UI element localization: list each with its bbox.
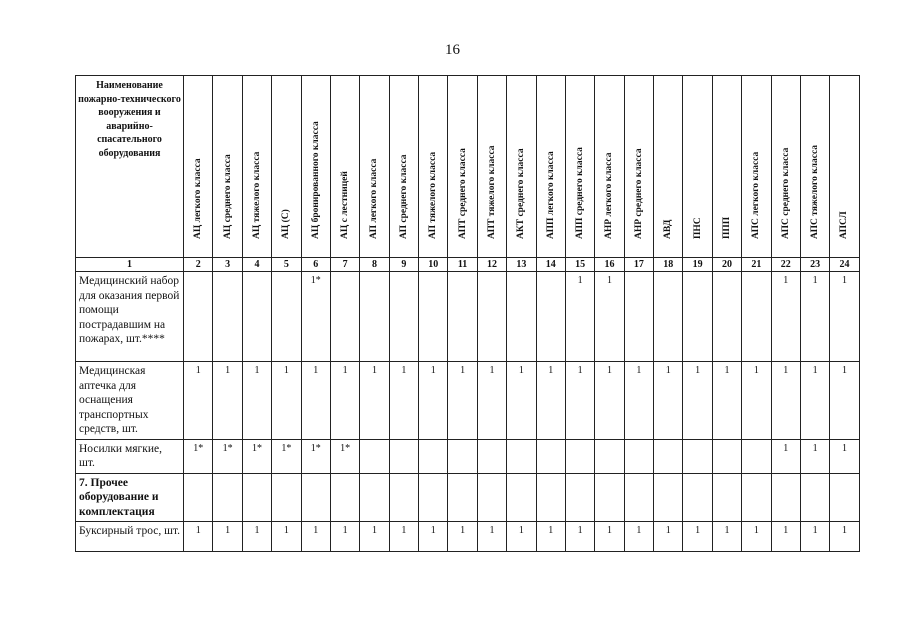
section-row [76, 473, 860, 522]
table-cell: 1 [712, 522, 741, 552]
table-cell [800, 473, 829, 522]
column-header-label: АПП среднего класса [575, 147, 586, 239]
equipment-table [75, 75, 860, 552]
table-cell [330, 473, 359, 522]
column-header-label: ППП [721, 216, 732, 239]
row-name: Буксирный трос, шт. [76, 522, 184, 552]
column-header [595, 76, 624, 258]
table-cell: 1 [272, 522, 301, 552]
table-cell: 1 [683, 522, 712, 552]
table-cell [419, 473, 448, 522]
column-number: 5 [272, 258, 301, 272]
page-number: 16 [445, 42, 460, 58]
column-header [419, 76, 448, 258]
table-cell: 1 [184, 362, 213, 440]
table-cell: 1 [683, 362, 712, 440]
column-header-label: АПТ среднего класса [457, 148, 468, 239]
row-name: Медицинский набор для оказания первой помощи пострадавшим на пожарах, шт.**** [76, 272, 184, 362]
table-cell: 1 [507, 522, 536, 552]
column-number: 17 [624, 258, 653, 272]
table-cell: 1 [830, 439, 859, 473]
table-cell [360, 473, 389, 522]
table-cell [360, 272, 389, 362]
table-cell: 1 [448, 522, 477, 552]
column-header [742, 76, 771, 258]
column-header [477, 76, 506, 258]
column-header [360, 76, 389, 258]
table-cell: 1 [742, 522, 771, 552]
table-cell [624, 272, 653, 362]
column-header [213, 76, 242, 258]
table-cell [448, 272, 477, 362]
column-number: 11 [448, 258, 477, 272]
table-cell [507, 272, 536, 362]
table-row [76, 272, 860, 362]
table-cell: 1 [360, 522, 389, 552]
table-cell: 1 [184, 522, 213, 552]
table-cell: 1 [800, 522, 829, 552]
column-header [272, 76, 301, 258]
column-header-label: АЦ бронированного класса [310, 121, 321, 239]
table-cell: 1 [389, 522, 418, 552]
table-cell [242, 473, 271, 522]
column-header-label: АЦ с лестницей [340, 171, 351, 239]
table-cell: 1 [272, 362, 301, 440]
table-cell [654, 473, 683, 522]
table-cell: 1* [301, 439, 330, 473]
column-number: 9 [389, 258, 418, 272]
table-cell: 1 [595, 362, 624, 440]
table-cell: 1 [536, 362, 565, 440]
column-header-label: АП среднего класса [398, 154, 409, 239]
column-header-label: АЦ (С) [281, 209, 292, 239]
table-cell [712, 473, 741, 522]
table-cell: 1* [301, 272, 330, 362]
column-number: 1 [76, 258, 184, 272]
column-header [830, 76, 859, 258]
column-header-label: АПС легкого класса [751, 151, 762, 239]
table-cell: 1 [301, 362, 330, 440]
column-header [330, 76, 359, 258]
column-header-label: АЦ легкого класса [193, 158, 204, 239]
table-cell: 1 [536, 522, 565, 552]
table-cell: 1 [389, 362, 418, 440]
table-cell [536, 272, 565, 362]
table-cell: 1 [742, 362, 771, 440]
table-cell [712, 439, 741, 473]
table-cell: 1 [301, 522, 330, 552]
column-number: 22 [771, 258, 800, 272]
column-header [448, 76, 477, 258]
column-header-name: Наименование пожарно-технического вооружения и аварийно-спасательного оборудования [76, 76, 184, 258]
table-cell: 1 [771, 522, 800, 552]
table-cell: 1* [184, 439, 213, 473]
table-cell: 1 [771, 439, 800, 473]
table-cell [213, 272, 242, 362]
table-cell [272, 473, 301, 522]
row-name: Медицинская аптечка для оснащения транспортных средств, шт. [76, 362, 184, 440]
column-number: 8 [360, 258, 389, 272]
table-cell [536, 439, 565, 473]
table-cell [507, 439, 536, 473]
table-cell: 1 [800, 362, 829, 440]
column-header-label: АВД [663, 219, 674, 239]
header-row [76, 76, 860, 258]
table-cell [242, 272, 271, 362]
table-cell [712, 272, 741, 362]
table-cell: 1 [477, 362, 506, 440]
column-number: 12 [477, 258, 506, 272]
table-cell: 1 [565, 272, 594, 362]
table-cell: 1 [830, 522, 859, 552]
column-number-row [76, 258, 860, 272]
table-row [76, 522, 860, 552]
column-number: 19 [683, 258, 712, 272]
table-cell: 1 [595, 272, 624, 362]
table-cell: 1 [654, 362, 683, 440]
table-cell: 1* [330, 439, 359, 473]
column-header-label: АПС среднего класса [780, 147, 791, 239]
column-header-label: ПНС [692, 217, 703, 239]
column-header-label: АПСЛ [839, 211, 850, 239]
table-cell: 1 [419, 362, 448, 440]
table-cell [184, 272, 213, 362]
column-header-label: АПТ тяжелого класса [486, 145, 497, 239]
table-cell [624, 473, 653, 522]
table-cell: 1 [712, 362, 741, 440]
row-name: Носилки мягкие, шт. [76, 439, 184, 473]
table-cell [595, 473, 624, 522]
column-number: 16 [595, 258, 624, 272]
column-header [654, 76, 683, 258]
column-number: 4 [242, 258, 271, 272]
table-cell [477, 272, 506, 362]
column-number: 15 [565, 258, 594, 272]
column-header-label: АП легкого класса [369, 158, 380, 239]
column-header [507, 76, 536, 258]
column-header [624, 76, 653, 258]
column-header [389, 76, 418, 258]
table-cell [536, 473, 565, 522]
table-cell [683, 473, 712, 522]
table-row [76, 362, 860, 440]
table-cell [272, 272, 301, 362]
table-cell [389, 272, 418, 362]
column-number: 24 [830, 258, 859, 272]
table-cell [565, 439, 594, 473]
column-number: 6 [301, 258, 330, 272]
column-number: 3 [213, 258, 242, 272]
table-cell: 1 [213, 522, 242, 552]
table-cell [683, 272, 712, 362]
table-cell: 1 [624, 522, 653, 552]
table-cell [507, 473, 536, 522]
column-header [242, 76, 271, 258]
column-header [536, 76, 565, 258]
column-header [683, 76, 712, 258]
table-cell: 1 [771, 272, 800, 362]
table-cell [360, 439, 389, 473]
column-number: 23 [800, 258, 829, 272]
table-cell [419, 272, 448, 362]
table-cell: 1 [624, 362, 653, 440]
table-cell [654, 272, 683, 362]
table-cell [448, 439, 477, 473]
table-cell: 1 [419, 522, 448, 552]
table-cell: 1 [800, 439, 829, 473]
table-cell: 1 [830, 362, 859, 440]
table-cell: 1 [565, 522, 594, 552]
table-cell: 1 [330, 522, 359, 552]
column-number: 18 [654, 258, 683, 272]
column-number: 10 [419, 258, 448, 272]
table-cell [742, 473, 771, 522]
table-cell [830, 473, 859, 522]
column-header-label: АНР среднего класса [633, 148, 644, 239]
table-cell: 1* [272, 439, 301, 473]
column-header [800, 76, 829, 258]
table-cell [301, 473, 330, 522]
column-header-label: АПС тяжелого класса [810, 144, 821, 239]
table-cell [477, 473, 506, 522]
column-number: 7 [330, 258, 359, 272]
table-cell [477, 439, 506, 473]
table-cell [771, 473, 800, 522]
table-cell: 1 [330, 362, 359, 440]
column-header [301, 76, 330, 258]
table-cell: 1* [242, 439, 271, 473]
column-header-label: АПП легкого класса [545, 151, 556, 239]
column-header [771, 76, 800, 258]
table-cell [565, 473, 594, 522]
column-number: 21 [742, 258, 771, 272]
table-cell: 1 [213, 362, 242, 440]
column-header [712, 76, 741, 258]
column-number: 14 [536, 258, 565, 272]
table-cell: 1 [242, 522, 271, 552]
table-cell: 1* [213, 439, 242, 473]
table-cell [683, 439, 712, 473]
table-cell [595, 439, 624, 473]
column-number: 20 [712, 258, 741, 272]
table-cell [742, 272, 771, 362]
column-header-label: АЦ тяжелого класса [251, 151, 262, 239]
table-cell: 1 [360, 362, 389, 440]
table-cell: 1 [477, 522, 506, 552]
table-cell [654, 439, 683, 473]
table-cell [419, 439, 448, 473]
table-cell: 1 [830, 272, 859, 362]
table-cell: 1 [565, 362, 594, 440]
table-cell: 1 [242, 362, 271, 440]
table-cell: 1 [448, 362, 477, 440]
table-cell [389, 439, 418, 473]
table-cell [448, 473, 477, 522]
column-header [184, 76, 213, 258]
table-cell [330, 272, 359, 362]
row-name: 7. Прочее оборудование и комплектация [76, 473, 184, 522]
table-cell: 1 [800, 272, 829, 362]
column-header [565, 76, 594, 258]
column-header-label: АНР легкого класса [604, 152, 615, 239]
column-number: 2 [184, 258, 213, 272]
table-cell: 1 [771, 362, 800, 440]
table-cell: 1 [507, 362, 536, 440]
table-cell: 1 [595, 522, 624, 552]
column-header-label: АКТ среднего класса [516, 148, 527, 239]
table-cell: 1 [654, 522, 683, 552]
table-cell [184, 473, 213, 522]
table-row [76, 439, 860, 473]
table-cell [742, 439, 771, 473]
table-cell [624, 439, 653, 473]
table-cell [389, 473, 418, 522]
column-header-label: АП тяжелого класса [428, 151, 439, 239]
column-number: 13 [507, 258, 536, 272]
table-cell [213, 473, 242, 522]
column-header-label: АЦ среднего класса [222, 154, 233, 239]
